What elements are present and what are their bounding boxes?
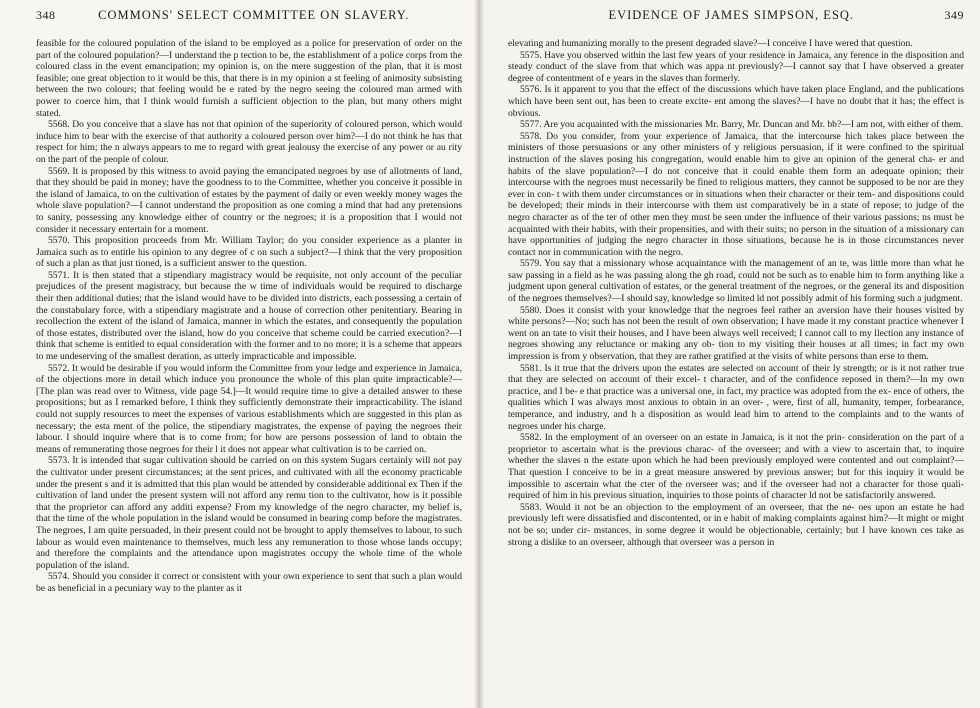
paragraph: 5577. Are you acquainted with the missionaries Mr. Barry, Mr. Duncan and Mr. bb?—I am not, with either of them. <box>520 119 964 131</box>
paragraph: elevating and humanizing morally to the present degraded slave?—I conceive I have wered that question. <box>508 38 913 49</box>
paragraph: 5575. Have you observed within the last few years of your residence in Jamaica, any ference in the disposition and steady conduct of the slave from that which was appa nt previously?—I cannot say that I have observed a greater degree of contentment of e years in the slaves than formerly. <box>508 49 964 84</box>
paragraph: 5571. It is then stated that a stipendiary magistracy would be requisite, not only account of the peculiar prejudices of the present magistracy, but because the w time of individuals would be required to discharge their then additional duties; that the island would have to be divided into districts, each possessing a certain of the constabulary force, with a stipendiary magistrate and a house of correction other penitentiary. Bearing in recollection the extent of the island of Jamaica, manner in which the estates, and consequently the population of those estates, distributed over the island, how do you conceive that scheme could be carried execution?—I think that scheme is entitled to equal consideration with the former and to no more; it is a scheme that appears to me undeserving of the smallest deration, as utterly impracticable and impossible. <box>36 269 462 363</box>
right-running-title: EVIDENCE OF JAMES SIMPSON, ESQ. <box>608 8 855 22</box>
book-gutter <box>474 0 484 708</box>
left-page <box>0 0 478 708</box>
paragraph: 5568. Do you conceive that a slave has not that opinion of the superiority of coloured person, which would induce him to bear with the exercise of that authority a coloured person over him?—I do not think he has that respect for him; the n always appears to me to regard with great jealousy the exercise of any power or au rity on the part of the people of colour. <box>36 119 462 165</box>
paragraph: 5578. Do you consider, from your experience of Jamaica, that the intercourse hich takes place between the ministers of those persuasions or any other ministers of y religious persuasion, if it were confined to the spiritual instruction of the slaves posing his congregation, would enable him to give an opinion of the general cha- er and habits of the slave population?—I do not conceive that it could enable them form an adequate opinion; their intercourse with the negroes must necessarily be fined to religious matters, they cannot be supposed to be nor are they ever in con- t with them under circumstances or in situations when their character or their tem- and dispositions could be developed; their minds in their intercourse with them ust comparatively be in a state of repose; to judge of the negro character as of the ter of other men they must be seen under the influence of their various passions; ns must be acquainted with their habits, with their propensities, and with their suits; no person in the situation of a missionary can have opportunities of judging the negro character in those situations, because he is in those circumstances never contact nor in communication with the negro. <box>508 130 964 258</box>
right-body-text <box>508 38 964 548</box>
paragraph: 5569. It is proposed by this witness to avoid paying the emancipated negroes by use of allotments of land, that they should be paid in money; have the goodness to to the Committee, whether you conceive it possible in the island of Jamaica, to on the cultivation of estates by the payment of daily or even weekly money wages the whole slave population?—I cannot understand the proposition as one coming a mind that had any pretensions to sanity, possessing any knowledge either of country or the negroes; it is a proposition that I would not consider it necessary entertain for a moment. <box>36 165 462 235</box>
left-running-head <box>36 8 462 30</box>
right-running-head <box>508 8 964 30</box>
right-page <box>478 0 980 708</box>
paragraph: 5582. In the employment of an overseer on an estate in Jamaica, is it not the prin- consideration on the part of a proprietor to ascertain what is the previous charac- of the overseer; and with a view to ascertain that, to inquire whether the slaves n the estate upon which he had been previously employed were contented and out complaint?—That question I conceive to be in a great measure answered by previous answer; but for this inquiry it would be impossible to ascertain what the cter of the overseer was; and if the overseer had not a character for those quali- required of him in his previous situation, inquiries to those points of character ld not be satisfactorily answered. <box>508 432 964 502</box>
paragraph: feasible for the coloured population of the island to be employed as a police for preservation of order on the part of the coloured population?—I understand the p tection to be, the establishment of a police corps from the coloured class in the event emancipation; my opinion is, on the mere suggestion of the plan, that it is most feasible; one great objection to it would be this, that there is in my opinion a st feeling of animosity subsisting between the two colours; that feeling would be e rated by the negro seeing the coloured man armed with power to coerce him, that I think would furnish a sufficient objection to the plan, but many others might stated. <box>36 38 462 119</box>
paragraph: 5580. Does it consist with your knowledge that the negroes feel rather an aversion have their houses visited by white persons?—No; such has not been the result of own observation; I have made it my constant practice whenever I went on an tate to visit their houses, and I have been always well received; I cannot call to my llection any instance of negroes showing any reluctance or making any ob- tion to my visiting their houses at all times; in fact my own impression is from y observation, that they are rather gratified at the visits of white persons than erse to them. <box>508 304 964 363</box>
paragraph: 5572. It would be desirable if you would inform the Committee from your ledge and experience in Jamaica, of the objections more in detail which induce you pronounce the whole of this plan quite impracticable?—[The plan was read over to Witness, vide page 54.]—It would require time to give a detailed answer to these propositions; but as I remarked before, I think they sufficiently demonstrate their impracticability. The island could not supply resources to meet the expenses of various establishments which are suggested in this plan as necessary; the esta ment of the police, the stipendiary magistrates, the expense of paying the negroes their labour. I should inquire where that is to come from; for how are persons possession of land to obtain the means of remunerating those negroes for their l it does not appear what cultivation is to be carried on. <box>36 362 462 455</box>
left-body-text <box>36 38 462 595</box>
paragraph: 5574. Should you consider it correct or consistent with your own experience to sent that such a plan would be as beneficial in a pecuniary way to the planter as it <box>36 571 462 594</box>
paragraph: 5573. It is intended that sugar cultivation should be carried on on this system Sugars certainly will not pay the cultivator under present circumstances; at the sent prices, and cultivated with all the economy practicable under the present s and it is admitted that this plan would be attended by considerable additional ex Then if the cultivation of land under the present system will not afford any remu tion to the cultivator, how is it possible that the proprietor can afford any additi expense? From my knowledge of the negro character, my belief is, that the time of the whole population in the island would be consumed in bearing comp before the magistrates. The negroes, I am quite persuaded, in their present could not be brought to apply themselves to labour, to such labour as would even maintenance to themselves, much less any remuneration to those whose lands occupy; and therefore the complaints and the attendance upon magistrates occupy the whole time of the whole population of the island. <box>36 455 462 571</box>
left-running-title: COMMONS' SELECT COMMITTEE ON SLAVERY. <box>98 8 410 22</box>
left-page-number: 348 <box>36 8 56 22</box>
paragraph: 5570. This proposition proceeds from Mr. William Taylor; do you consider experience as a planter in Jamaica such as to entitle his opinion to any degree of c on such a subject?—I think that the very proposition of such a plan as that just tioned, is a sufficient answer to the question. <box>36 235 462 270</box>
paragraph: 5581. Is it true that the drivers upon the estates are selected on account of their ly strength; or is it not rather true that they are selected on account of their excel- t character, and of the confidence reposed in them?—In my own practice, and I be- e that practice was a universal one, in fact, my practice was adopted from the ex- ence of others, the qualities which I was always most anxious to obtain in an over- , were, first of all, humanity, temper, forbearance, temperance, and industry, and h a disposition as would lead him to attend to the complaints and to the wants of negroes under his charge. <box>508 362 964 432</box>
right-page-number: 349 <box>944 8 964 22</box>
paragraph: 5576. Is it apparent to you that the effect of the discussions which have taken place England, and the publications which have been sent out, has been to create excite- ent among the slaves?—I have no doubt that it has; the effect is obvious. <box>508 84 964 119</box>
paragraph: 5579. You say that a missionary whose acquaintance with the management of an te, was little more than what he saw passing in a field as he was passing along the gh road, could not be such as to enable him to form anything like a judgment upon general cultivation of estates, or the general treatment of the negroes, or the general its and disposition of the negroes themselves?—I should say, knowledge so limited ld not possibly admit of his forming such a judgment. <box>508 258 964 305</box>
paragraph: 5583. Would it not be an objection to the employment of an overseer, that the ne- oes upon an estate he had previously left were dissatisfied and discontented, or in e habit of making complaints against him?—It might or might not be so; under cir- mstances, in some degree it would be objectionable, certainly; but I have known ces take as strong a dislike to an overseer, although that overseer was a person in <box>508 501 964 548</box>
